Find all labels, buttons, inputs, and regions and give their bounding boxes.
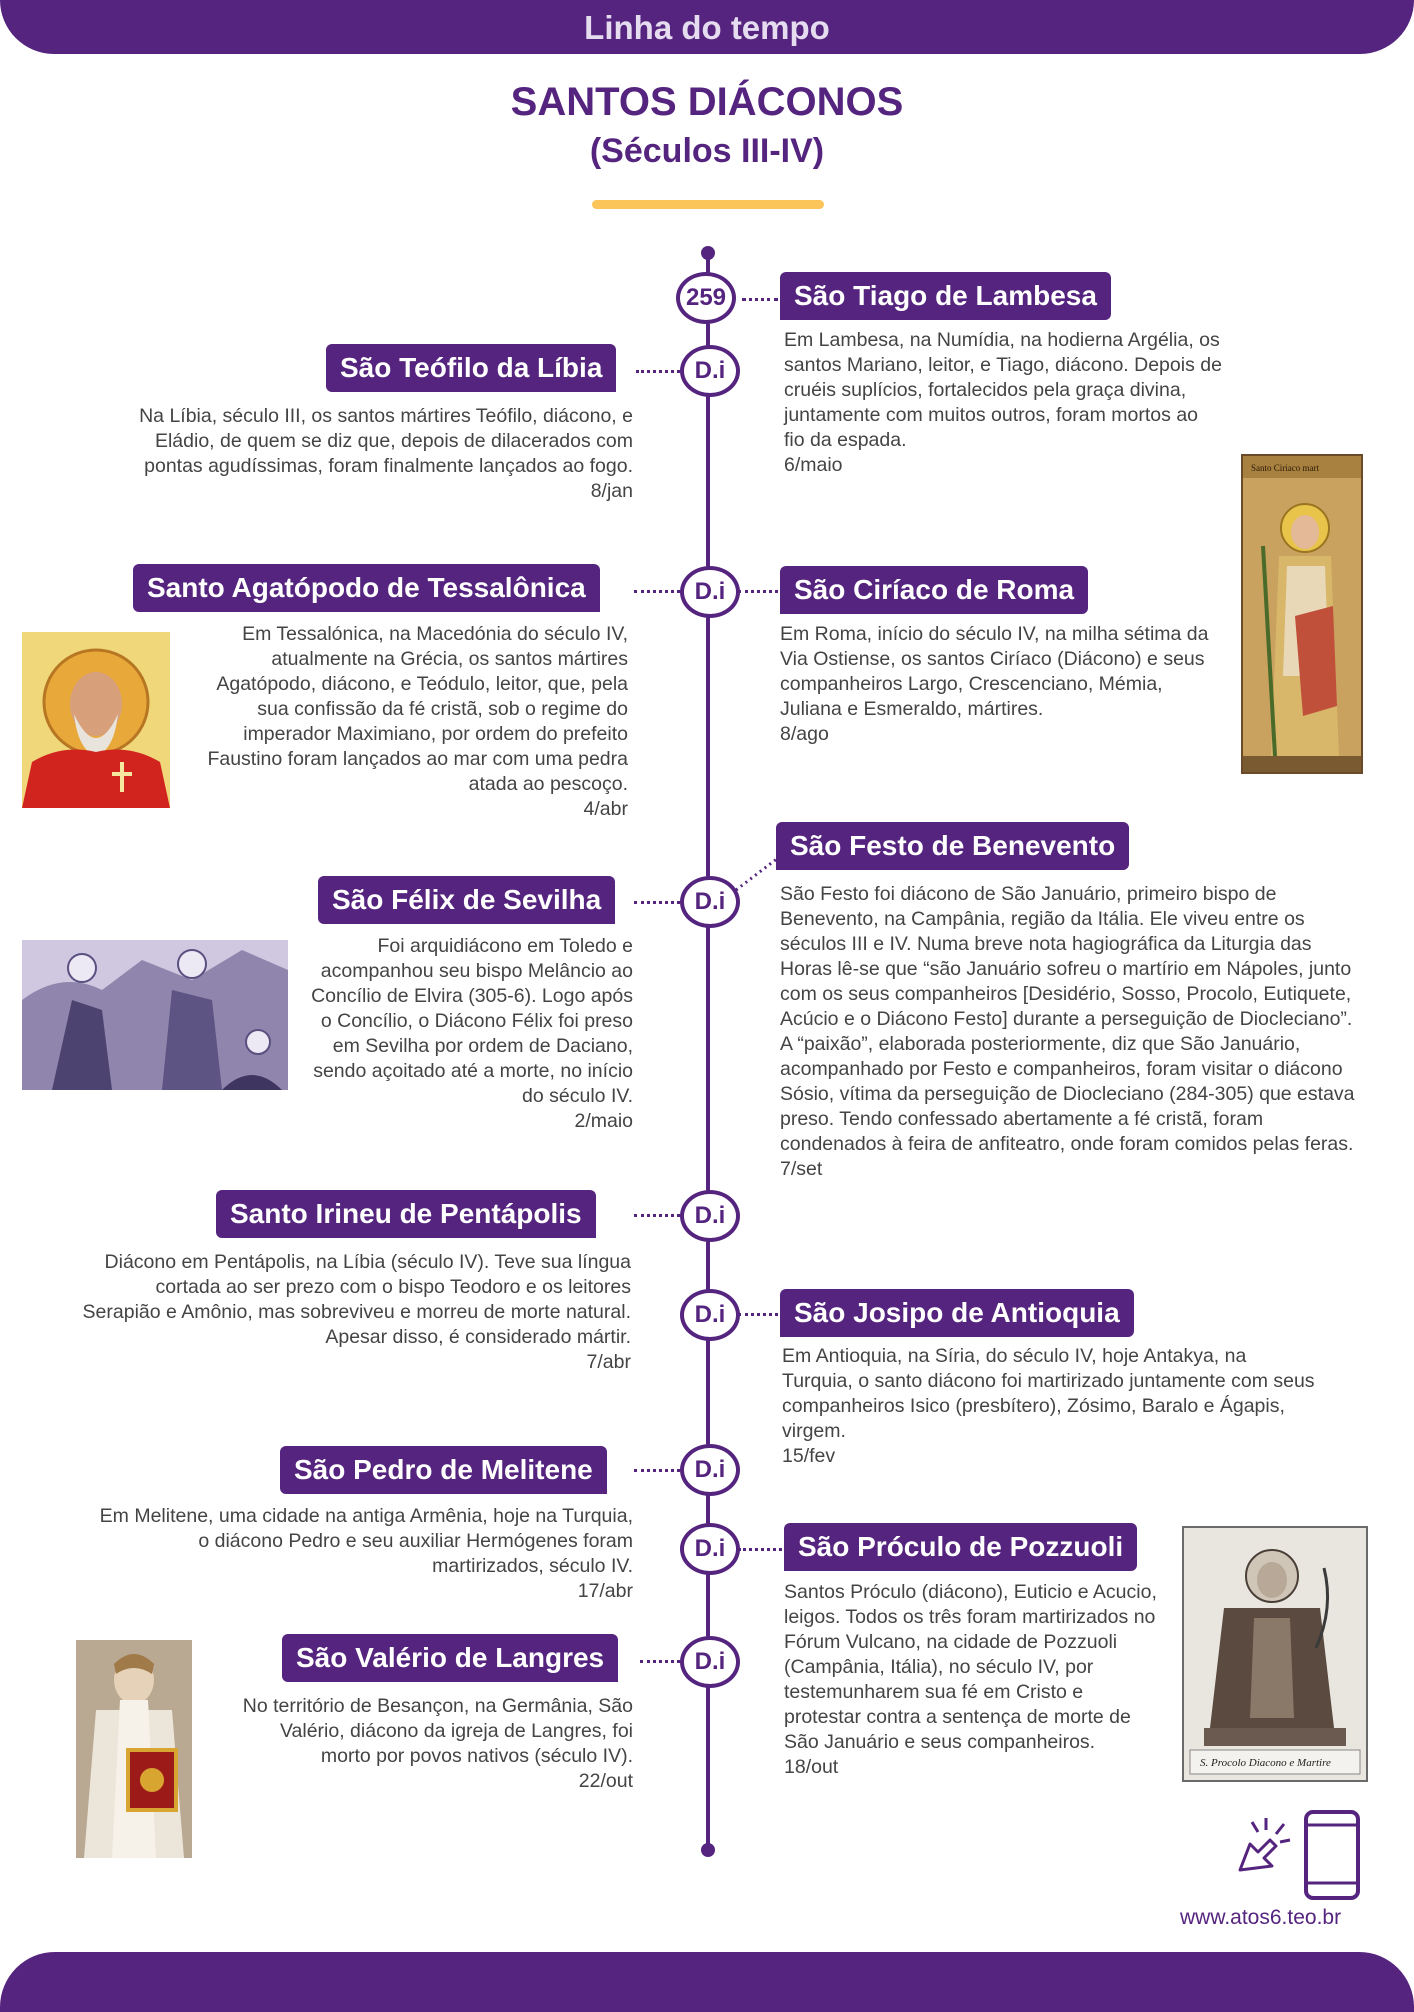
desc-teofilo xyxy=(108,404,633,504)
website-link[interactable]: www.atos6.teo.br xyxy=(1180,1906,1342,1929)
desc-josipo xyxy=(782,1344,1322,1469)
label-josipo: São Josipo de Antioquia xyxy=(780,1289,1134,1337)
desc-tiago-text: Em Lambesa, na Numídia, na hodierna Argélia, os santos Mariano, leitor, e Tiago, diácono. Depois de cruéis suplícios, fortalecidos pela graça divina, juntamente com muitos outros, foram mortos ao fio da espada. xyxy=(784,329,1222,451)
desc-pedro xyxy=(96,1504,633,1604)
date-tiago: 6/maio xyxy=(784,454,843,476)
proculo-caption: S. Procolo Diacono e Martire xyxy=(1200,1757,1331,1769)
page-subtitle: (Séculos III-IV) xyxy=(589,132,825,170)
desc-teofilo-text: Na Líbia, século III, os santos mártires Teófilo, diácono, e Eládio, de quem se diz que, depois de dilacerados com pontas agudíssimas, foram finalmente lançados ao fogo. xyxy=(139,405,633,477)
connector-irineu xyxy=(634,1214,680,1217)
date-agatopodo: 4/abr xyxy=(583,798,628,820)
desc-valerio xyxy=(226,1694,633,1794)
ciriaco-painting xyxy=(1241,454,1363,774)
desc-proculo-text: Santos Próculo (diácono), Euticio e Acucio, leigos. Todos os três foram martirizados no Fórum Vulcano, na cidade de Pozzuoli (Campânia, Itália), no século IV, por testemunharem sua fé em Cristo e protestar contra a sentença de morte de São Januário e seus companheiros. xyxy=(784,1581,1157,1753)
click-cursor-icon xyxy=(1230,1812,1292,1874)
connector-josipo xyxy=(738,1313,778,1316)
timeline-start-dot xyxy=(701,246,715,260)
date-josipo: 15/fev xyxy=(782,1445,836,1467)
title-underline xyxy=(592,200,824,209)
marker-year: 259 xyxy=(676,272,736,324)
label-agatopodo: Santo Agatópodo de Tessalônica xyxy=(133,564,600,612)
smartphone-icon xyxy=(1303,1809,1361,1901)
icon-saint-painting xyxy=(1243,456,1361,772)
label-ciriaco: São Ciríaco de Roma xyxy=(780,566,1088,614)
desc-ciriaco xyxy=(780,622,1220,747)
desc-proculo xyxy=(784,1580,1164,1780)
label-proculo: São Próculo de Pozzuoli xyxy=(784,1523,1137,1571)
label-valerio: São Valério de Langres xyxy=(282,1634,618,1682)
icon-saint-engraving xyxy=(1184,1528,1366,1780)
desc-valerio-text: No território de Besançon, na Germânia, São Valério, diácono da igreja de Langres, foi morto por povos nativos (século IV). xyxy=(242,1695,633,1767)
icon-saint-portrait xyxy=(22,632,170,808)
valerio-statue xyxy=(76,1640,192,1858)
date-festo: 7/set xyxy=(780,1158,823,1180)
connector-tiago xyxy=(742,298,778,301)
desc-festo xyxy=(780,882,1360,1182)
page-title: SANTOS DIÁCONOS xyxy=(510,80,904,124)
connector-pedro xyxy=(634,1469,680,1472)
marker-agatopodo-ciriaco: D.i xyxy=(680,566,740,618)
banner-text: Linha do tempo xyxy=(584,9,830,46)
marker-valerio: D.i xyxy=(680,1636,740,1688)
connector-teofilo xyxy=(636,370,680,373)
label-festo: São Festo de Benevento xyxy=(776,822,1129,870)
desc-festo-text: São Festo foi diácono de São Januário, primeiro bispo de Benevento, na Campânia, região da Itália. Ele viveu entre os séculos III e IV. Numa breve nota hagiográfica da Liturgia das Horas lê-se que “são Januário sofreu o martírio em Nápoles, junto com os seus companheiros [Desidério, Sosso, Procolo, Eutiquete, Acúcio e o Diácono Festo] durante a perseguição de Diocleciano”. A “paixão”, elaborada posteriormente, diz que São Januário, acompanhado por Festo e companheiros, foram visitar o diácono Sósio, vítima da perseguição de Diocleciano (284-305) que estava preso. Tendo confessado abertamente a fé cristã, foram condenados à feira de anfiteatro, onde foram comidos pelas feras. xyxy=(780,883,1355,1155)
ciriaco-caption: Santo Ciriaco mart xyxy=(1251,463,1319,473)
desc-felix xyxy=(296,934,633,1134)
felix-engraving xyxy=(22,940,288,1090)
icon-saint-statue xyxy=(76,1640,192,1858)
marker-irineu: D.i xyxy=(680,1190,740,1242)
date-teofilo: 8/jan xyxy=(590,480,633,502)
marker-teofilo: D.i xyxy=(680,345,740,397)
date-valerio: 22/out xyxy=(578,1770,633,1792)
icon-martyrdom-scene xyxy=(22,940,288,1090)
desc-ciriaco-text: Em Roma, início do século IV, na milha sétima da Via Ostiense, os santos Ciríaco (Diácono) e seus companheiros Largo, Crescenciano, Mémia, Juliana e Esmeraldo, mártires. xyxy=(780,623,1209,720)
desc-felix-text: Foi arquidiácono em Toledo e acompanhou seu bispo Melâncio ao Concílio de Elvira (305-6). Logo após o Concílio, o Diácono Félix foi preso em Sevilha por ordem de Daciano, sendo açoitado até a morte, no início do século IV. xyxy=(311,935,633,1107)
label-irineu: Santo Irineu de Pentápolis xyxy=(216,1190,596,1238)
timeline-end-dot xyxy=(701,1843,715,1857)
agatopodo-portrait xyxy=(22,632,170,808)
connector-felix xyxy=(634,901,680,904)
connector-festo xyxy=(734,856,780,892)
marker-proculo: D.i xyxy=(680,1523,740,1575)
date-irineu: 7/abr xyxy=(586,1351,631,1373)
desc-irineu-text: Diácono em Pentápolis, na Líbia (século IV). Teve sua língua cortada ao ser prezo com o bispo Teodoro e os leitores Serapião e Amônio, mas sobreviveu e morreu de morte natural. Apesar disso, é considerado mártir. xyxy=(82,1251,631,1348)
date-proculo: 18/out xyxy=(784,1756,839,1778)
date-felix: 2/maio xyxy=(574,1110,633,1132)
connector-ciriaco xyxy=(738,590,778,593)
top-banner xyxy=(0,0,1414,54)
connector-valerio xyxy=(640,1660,680,1663)
desc-agatopodo-text: Em Tessalónica, na Macedónia do século IV, atualmente na Grécia, os santos mártires Agatópodo, diácono, e Teódulo, leitor, que, pela sua confissão da fé cristã, sob o regime do imperador Maximiano, por ordem do prefeito Faustino foram lançados ao mar com uma pedra atada ao pescoço. xyxy=(207,623,628,795)
connector-proculo xyxy=(738,1548,782,1551)
timeline-line xyxy=(706,253,710,1851)
proculo-engraving xyxy=(1182,1526,1368,1782)
desc-agatopodo xyxy=(194,622,628,822)
desc-tiago xyxy=(784,328,1224,478)
label-felix: São Félix de Sevilha xyxy=(318,876,615,924)
desc-josipo-text: Em Antioquia, na Síria, do século IV, hoje Antakya, na Turquia, o santo diácono foi martirizado juntamente com seus companheiros Isico (presbítero), Zósimo, Baralo e Ágapis, virgem. xyxy=(782,1345,1315,1442)
marker-josipo: D.i xyxy=(680,1289,740,1341)
date-pedro: 17/abr xyxy=(577,1580,633,1602)
label-teofilo: São Teófilo da Líbia xyxy=(326,344,616,392)
date-ciriaco: 8/ago xyxy=(780,723,829,745)
label-pedro: São Pedro de Melitene xyxy=(280,1446,607,1494)
connector-agatopodo xyxy=(634,590,680,593)
desc-pedro-text: Em Melitene, uma cidade na antiga Armênia, hoje na Turquia, o diácono Pedro e seu auxiliar Hermógenes foram martirizados, século IV. xyxy=(99,1505,633,1577)
label-tiago: São Tiago de Lambesa xyxy=(780,272,1111,320)
marker-pedro: D.i xyxy=(680,1444,740,1496)
bottom-banner xyxy=(0,1952,1414,2012)
desc-irineu xyxy=(76,1250,631,1375)
marker-felix-festo: D.i xyxy=(680,876,740,928)
